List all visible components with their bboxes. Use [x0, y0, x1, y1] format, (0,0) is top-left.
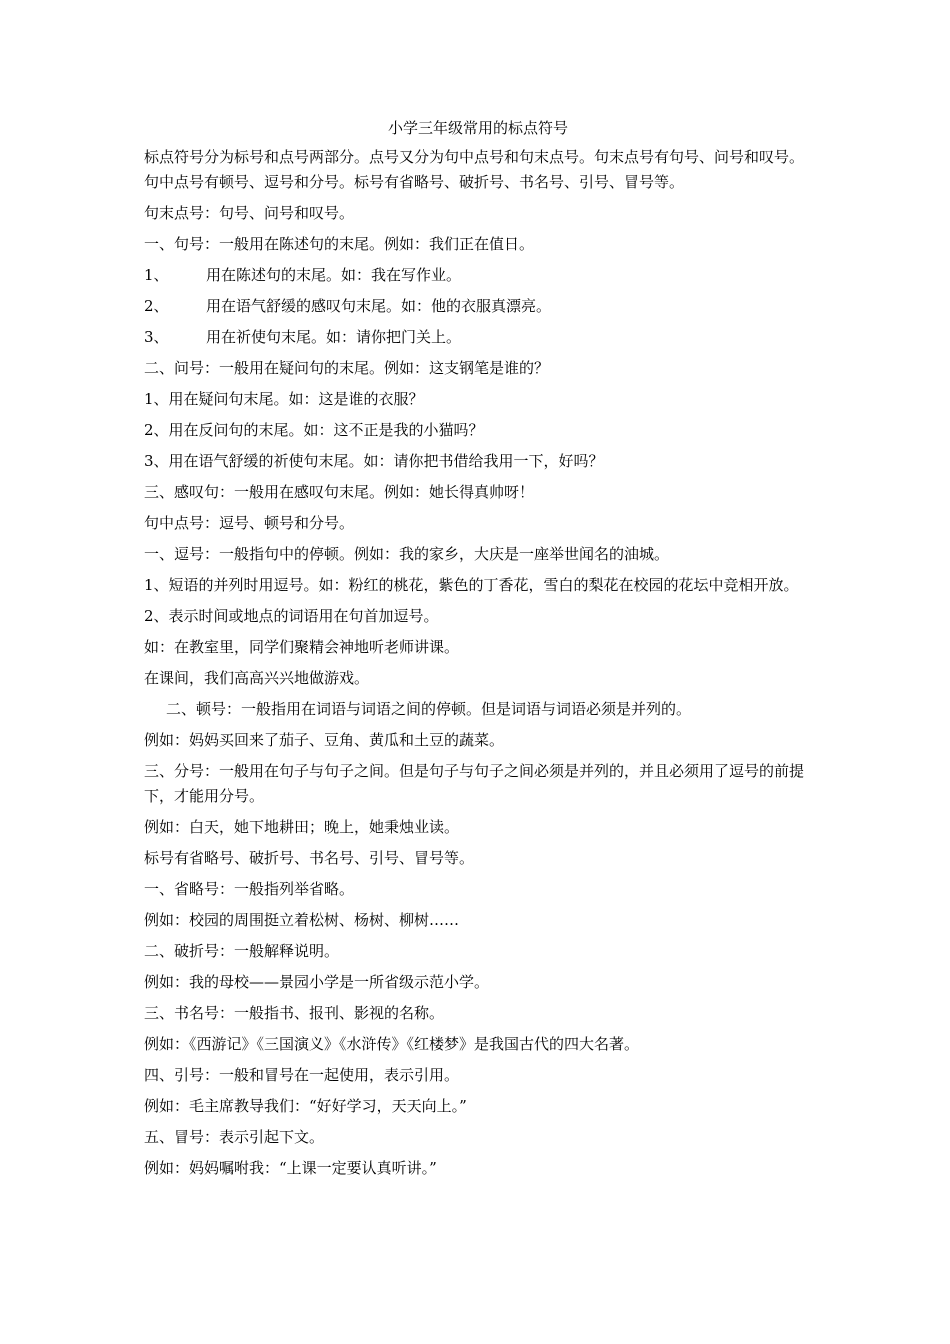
paragraph: 例如：白天，她下地耕田；晚上，她秉烛业读。	[144, 818, 460, 836]
paragraph: 3、用在语气舒缓的祈使句末尾。如：请你把书借给我用一下，好吗？	[144, 452, 604, 470]
paragraph: 标号有省略号、破折号、书名号、引号、冒号等。	[144, 849, 475, 867]
document-title: 小学三年级常用的标点符号	[387, 119, 568, 137]
paragraph: 二、问号：一般用在疑问句的末尾。例如：这支钢笔是谁的？	[144, 359, 550, 377]
paragraph: 三、书名号：一般指书、报刊、影视的名称。	[144, 1004, 445, 1022]
paragraph: 标点符号分为标号和点号两部分。点号又分为句中点号和句末点号。句末点号有句号、问号和叹号。句中点号有顿号、逗号和分号。标号有省略号、破折号、书名号、引号、冒号等。	[144, 148, 805, 191]
paragraph: 例如：校园的周围挺立着松树、杨树、柳树……	[144, 911, 460, 929]
paragraph: 句末点号：句号、问号和叹号。	[144, 204, 355, 222]
paragraph: 三、分号：一般用在句子与句子之间。但是句子与句子之间必须是并列的，并且必须用了逗号的前提下，才能用分号。	[144, 762, 805, 805]
paragraph: 三、感叹句：一般用在感叹句末尾。例如：她长得真帅呀！	[144, 483, 535, 501]
paragraph: 例如：我的母校——景园小学是一所省级示范小学。	[144, 973, 490, 991]
list-number: 1、	[144, 266, 169, 284]
paragraph: 四、引号：一般和冒号在一起使用，表示引用。	[144, 1066, 460, 1084]
paragraph: 例如：妈妈买回来了茄子、豆角、黄瓜和土豆的蔬菜。	[144, 731, 505, 749]
list-number: 2、	[144, 297, 169, 315]
paragraph: 一、句号：一般用在陈述句的末尾。例如：我们正在值日。	[144, 235, 535, 253]
numbered-paragraph: 1、 用在陈述句的末尾。如：我在写作业。	[144, 263, 812, 288]
paragraph: 1、用在疑问句末尾。如：这是谁的衣服？	[144, 390, 424, 408]
list-number: 3、	[144, 328, 169, 346]
paragraph: 二、破折号：一般解释说明。	[144, 942, 340, 960]
paragraph: 2、表示时间或地点的词语用在句首加逗号。	[144, 607, 439, 625]
paragraph: 例如：毛主席教导我们：“好好学习，天天向上。”	[144, 1097, 467, 1115]
numbered-paragraph: 2、 用在语气舒缓的感叹句末尾。如：他的衣服真漂亮。	[144, 294, 812, 319]
paragraph: 在课间，我们高高兴兴地做游戏。	[144, 669, 370, 687]
paragraph: 1、短语的并列时用逗号。如：粉红的桃花，紫色的丁香花，雪白的梨花在校园的花坛中竞相开放。	[144, 576, 799, 594]
paragraph: 五、冒号：表示引起下文。	[144, 1128, 325, 1146]
paragraph: 句中点号：逗号、顿号和分号。	[144, 514, 355, 532]
paragraph: 二、顿号：一般指用在词语与词语之间的停顿。但是词语与词语必须是并列的。	[166, 700, 692, 718]
paragraph: 一、省略号：一般指列举省略。	[144, 880, 355, 898]
paragraph: 如：在教室里，同学们聚精会神地听老师讲课。	[144, 638, 460, 656]
paragraph: 例如：《西游记》《三国演义》《水浒传》《红楼梦》是我国古代的四大名著。	[144, 1035, 640, 1053]
paragraph: 一、逗号：一般指句中的停顿。例如：我的家乡，大庆是一座举世闻名的油城。	[144, 545, 670, 563]
paragraph: 2、用在反问句的末尾。如：这不正是我的小猫吗？	[144, 421, 484, 439]
paragraph: 例如：妈妈嘱咐我：“上课一定要认真听讲。”	[144, 1159, 437, 1177]
document-page	[144, 117, 812, 1187]
numbered-paragraph: 3、 用在祈使句末尾。如：请你把门关上。	[144, 325, 812, 350]
